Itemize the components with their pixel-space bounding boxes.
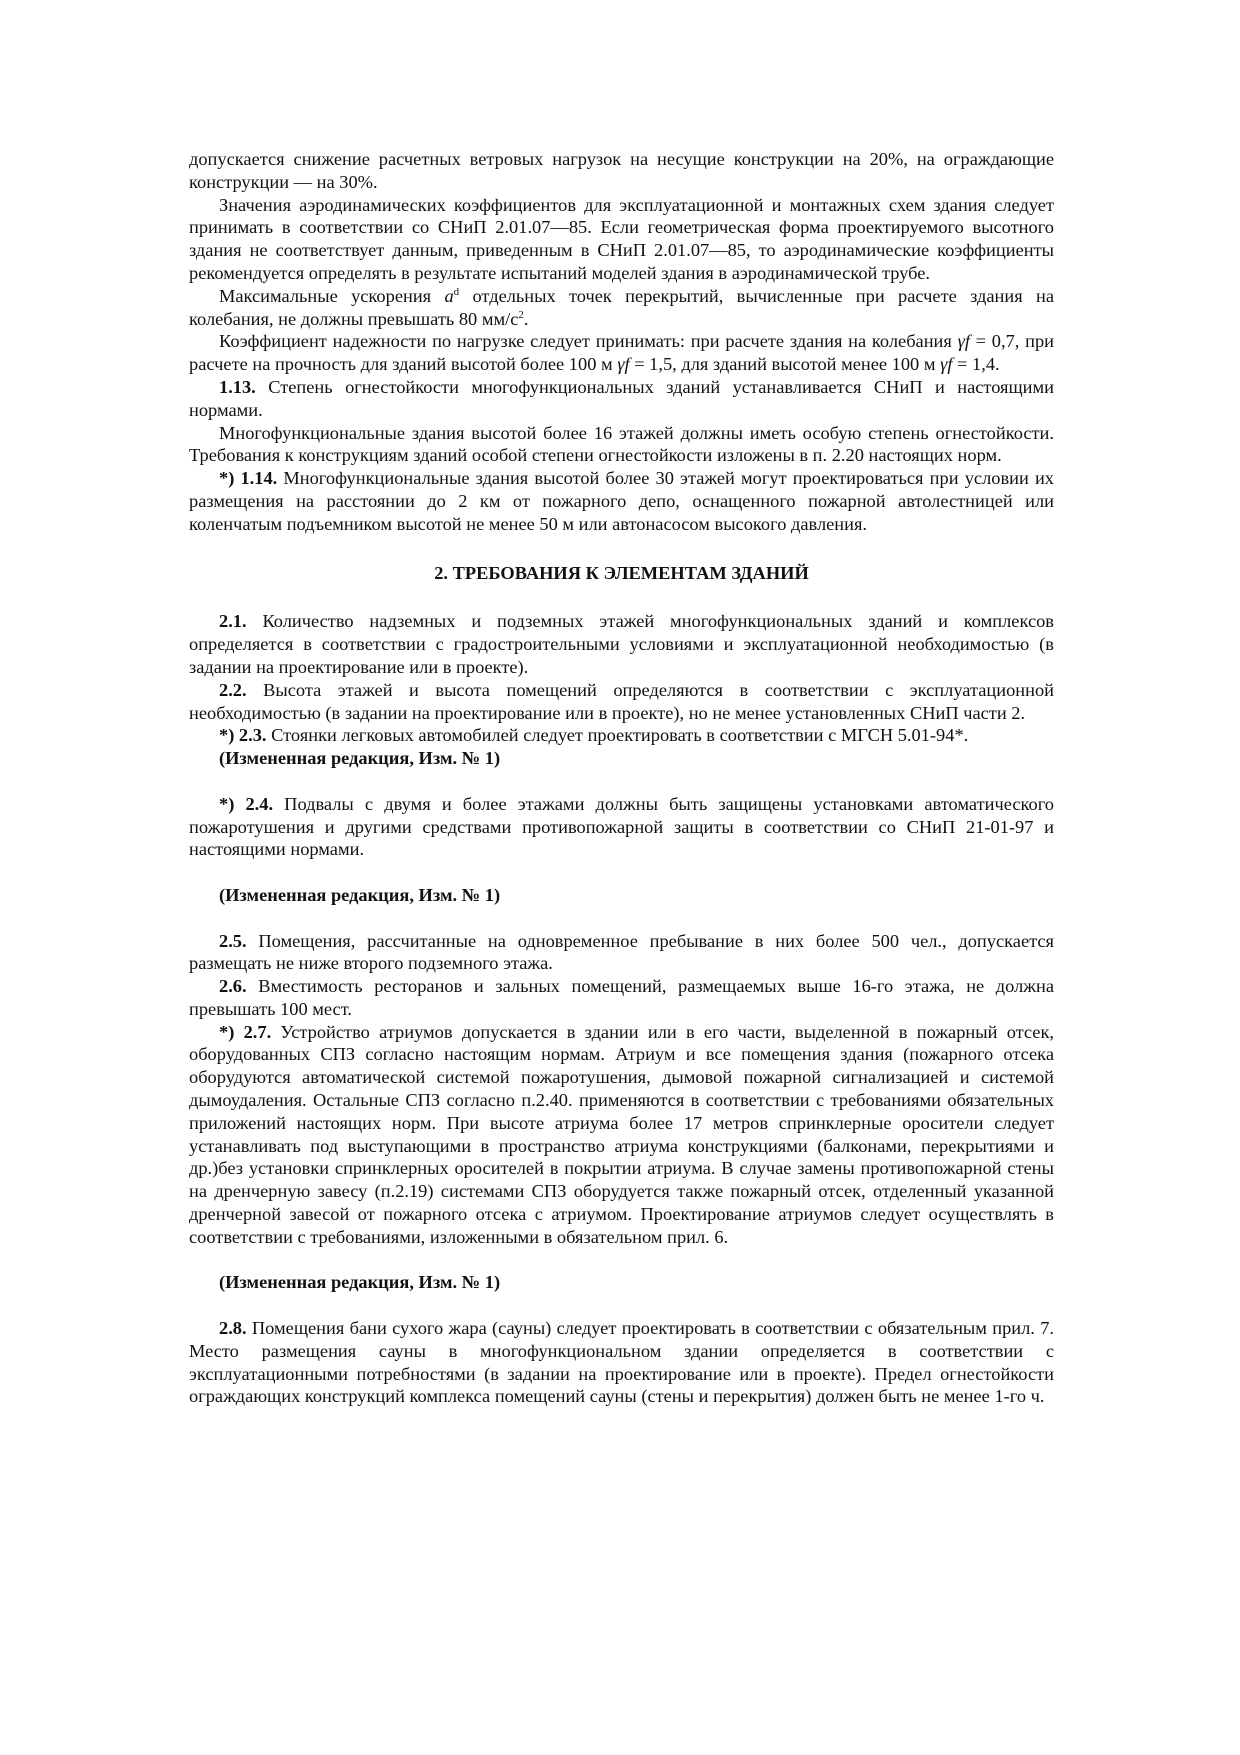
clause-text: Подвалы с двумя и более этажами должны быть защищены установками автоматического пожаротушения и другими средствами противопожарной защиты в соответствии со СНиП 21-01-97 и настоящими нормами.: [189, 793, 1054, 860]
paragraph-text: Многофункциональные здания высотой более 16 этажей должны иметь особую степень огнестойкости. Требования к конструкциям зданий особой степени огнестойкости изложены в п. 2.20 настоящих норм.: [189, 422, 1054, 466]
paragraph-load-reliability-coefficient: [189, 330, 1054, 376]
text-fragment: отдельных точек перекрытий, вычисленные при расчете здания на колебания, не должны превышать 80 мм/с: [189, 285, 1054, 329]
text-fragment: .: [523, 308, 529, 329]
paragraph-wind-load-reduction: [189, 148, 1054, 194]
clause-number: 1.13.: [219, 376, 256, 397]
spacer: [189, 1294, 1054, 1317]
paragraph-fire-resistance: [189, 422, 1054, 468]
variable-gamma-f: γf: [940, 354, 953, 375]
clause-2-3: [189, 724, 1054, 747]
amendment-note: (Измененная редакция, Изм. № 1): [219, 884, 501, 905]
clause-2-6: [189, 975, 1054, 1021]
clause-text: Количество надземных и подземных этажей многофункциональных зданий и комплексов определяется в соответствии с градостроительными условиями и эксплуатационной необходимостью (в задании на проектирование или в проекте).: [189, 611, 1054, 677]
clause-number: *) 2.7.: [219, 1021, 272, 1042]
clause-2-2: [189, 679, 1054, 725]
clause-number: *) 2.3.: [219, 725, 267, 746]
clause-2-8: [189, 1317, 1054, 1408]
clause-text: Вместимость ресторанов и зальных помещений, размещаемых выше 16-го этажа, не должна превышать 100 мест.: [189, 976, 1054, 1019]
paragraph-text: Значения аэродинамических коэффициентов для эксплуатационной и монтажных схем здания следует принимать в соответствии со СНиП 2.01.07—85. Если геометрическая форма проектируемого высотного здания не соответствует данным, приведенным в СНиП 2.01.07—85, то аэродинамические коэффициенты рекомендуется определять в результате испытаний моделей здания в аэродинамической трубе.: [189, 194, 1054, 283]
clause-text: Степень огнестойкости многофункциональных зданий устанавливается СНиП и настоящими нормами.: [189, 376, 1054, 420]
variable-gamma-f: γf: [617, 354, 630, 375]
clause-text: Многофункциональные здания высотой более 30 этажей могут проектироваться при условии их размещения на расстоянии до 2 км от пожарного депо, оснащенного пожарной автолестницей или коленчатым подъемником высотой не менее 50 м или автонасосом высокого давления.: [189, 468, 1055, 534]
paragraph-aerodynamic-coefficients: [189, 194, 1054, 285]
spacer: [189, 1249, 1054, 1272]
clause-2-7: [189, 1021, 1054, 1249]
clause-number: *) 1.14.: [219, 468, 278, 489]
text-fragment: = 0,7, при расчете на прочность для зданий высотой более 100 м: [189, 331, 1054, 375]
clause-1-14: [189, 467, 1054, 535]
paragraph-text: допускается снижение расчетных ветровых нагрузок на несущие конструкции на 20%, на ограждающие конструкции — на 30%.: [189, 149, 1054, 192]
clause-2-5: [189, 930, 1054, 976]
clause-1-13: [189, 376, 1054, 422]
variable-gamma-f: γf: [957, 331, 970, 352]
spacer: [189, 770, 1054, 793]
text-fragment: = 1,4.: [952, 354, 1000, 375]
text-fragment: Коэффициент надежности по нагрузке следует принимать: при расчете здания на колебания: [219, 331, 958, 352]
clause-number: 2.5.: [219, 930, 247, 951]
text-fragment: = 1,5, для зданий высотой менее 100 м: [629, 354, 941, 375]
clause-text: Помещения, рассчитанные на одновременное пребывание в них более 500 чел., допускается размещать не ниже второго подземного этажа.: [189, 930, 1054, 974]
clause-number: 2.1.: [219, 611, 247, 632]
clause-text: Стоянки легковых автомобилей следует проектировать в соответствии с МГСН 5.01-94*.: [266, 725, 969, 746]
clause-text: Устройство атриумов допускается в здании или в его части, выделенной в пожарный отсек, оборудованных СПЗ согласно настоящим нормам. Атриум и все помещения здания (пожарного отсека оборудуются автоматической системой пожаротушения, дымовой пожарной сигнализацией и системой дымоудаления. Остальные СПЗ согласно п.2.40. применяются в соответствии с требованиями обязательных приложений настоящих норм. При высоте атриума более 17 метров спринклерные оросители следует устанавливать под выступающими в пространство атриума конструкциями (балконами, перекрытиями и др.)без установки спринклерных оросителей в покрытии атриума. В случае замены противопожарной стены на дренчерную завесу (п.2.19) системами СПЗ оборудуется также пожарный отсек, отделенный указанной дренчерной завесой от пожарного отсека с атриумом. Проектирование атриумов следует осуществлять в соответствии с требованиями, изложенными в обязательном прил. 6.: [189, 1021, 1054, 1247]
paragraph-max-accelerations: [189, 285, 1054, 331]
clause-2-4: [189, 793, 1054, 861]
superscript-2: 2: [518, 308, 524, 321]
clause-text: Помещения бани сухого жара (сауны) следует проектировать в соответствии с обязательным прил. 7. Место размещения сауны в многофункциональном здании определяется в соответствии с эксплуатационными потребностями (в задании на проектирование или в проекте). Предел огнестойкости ограждающих конструкций комплекса помещений сауны (стены и перекрытия) должен быть не менее 1-го ч.: [189, 1318, 1054, 1407]
spacer: [189, 861, 1054, 884]
clause-number: 2.8.: [219, 1318, 247, 1339]
clause-2-1: [189, 610, 1054, 678]
clause-number: 2.2.: [219, 679, 247, 700]
clause-text: Высота этажей и высота помещений определяются в соответствии с эксплуатационной необходимостью (в задании на проектирование или в проекте), но не менее установленных СНиП части 2.: [189, 679, 1054, 723]
amendment-note: (Измененная редакция, Изм. № 1): [219, 748, 501, 769]
text-fragment: Максимальные ускорения: [219, 285, 445, 306]
clause-number: 2.6.: [219, 976, 247, 997]
section-heading: 2. ТРЕБОВАНИЯ К ЭЛЕМЕНТАМ ЗДАНИЙ: [434, 562, 809, 583]
spacer: [189, 907, 1054, 930]
superscript-d: d: [453, 285, 460, 298]
clause-number: *) 2.4.: [219, 793, 274, 814]
amendment-note: (Измененная редакция, Изм. № 1): [219, 1272, 501, 1293]
variable-a: a: [444, 285, 454, 306]
